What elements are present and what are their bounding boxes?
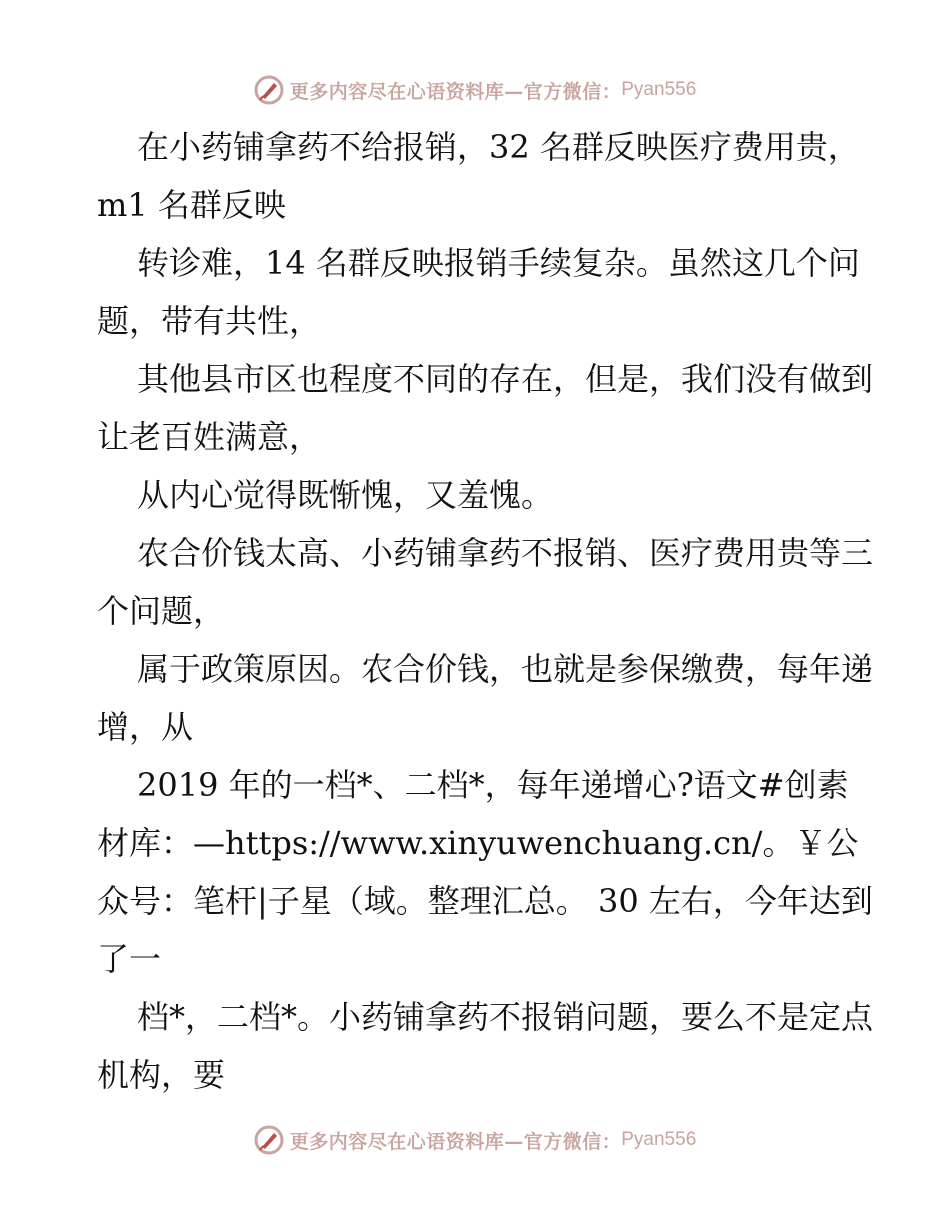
header-wechat-id: Pyan556 [621,79,697,100]
document-body [97,118,877,1104]
paragraph: 属于政策原因。农合价钱，也就是参保缴费，每年递增，从 [97,650,874,746]
paragraph: 从内心觉得既惭愧，又羞愧。 [137,476,554,514]
paragraph: 农合价钱太高、小药铺拿药不报销、医疗费用贵等三个问题， [97,534,874,630]
paragraph: 档*，二档*。小药铺拿药不报销问题，要么不是定点机构，要 [97,998,874,1094]
quill-logo-icon [254,1125,284,1155]
quill-logo-icon [254,75,284,105]
header-banner [0,68,950,112]
paragraph: 在小药铺拿药不给报销，32 名群反映医疗费用贵，m1 名群反映 [97,128,860,224]
footer-banner-text: 更多内容尽在心语资料库—官方微信： [289,1130,622,1153]
paragraph: 2019 年的一档*、二档*，每年递增心?语文#创素材库：—https://www.xinyuwenchuang.cn/。￥公众号：笔杆|子星（域。整理汇总。 30 左右，今年达到了一 [97,766,873,978]
header-banner-text: 更多内容尽在心语资料库—官方微信： [289,80,622,103]
footer-banner [0,1118,950,1162]
paragraph: 转诊难，14 名群反映报销手续复杂。虽然这几个问题，带有共性， [97,244,860,340]
paragraph: 其他县市区也程度不同的存在，但是，我们没有做到让老百姓满意， [97,360,874,456]
footer-wechat-id: Pyan556 [621,1129,697,1150]
